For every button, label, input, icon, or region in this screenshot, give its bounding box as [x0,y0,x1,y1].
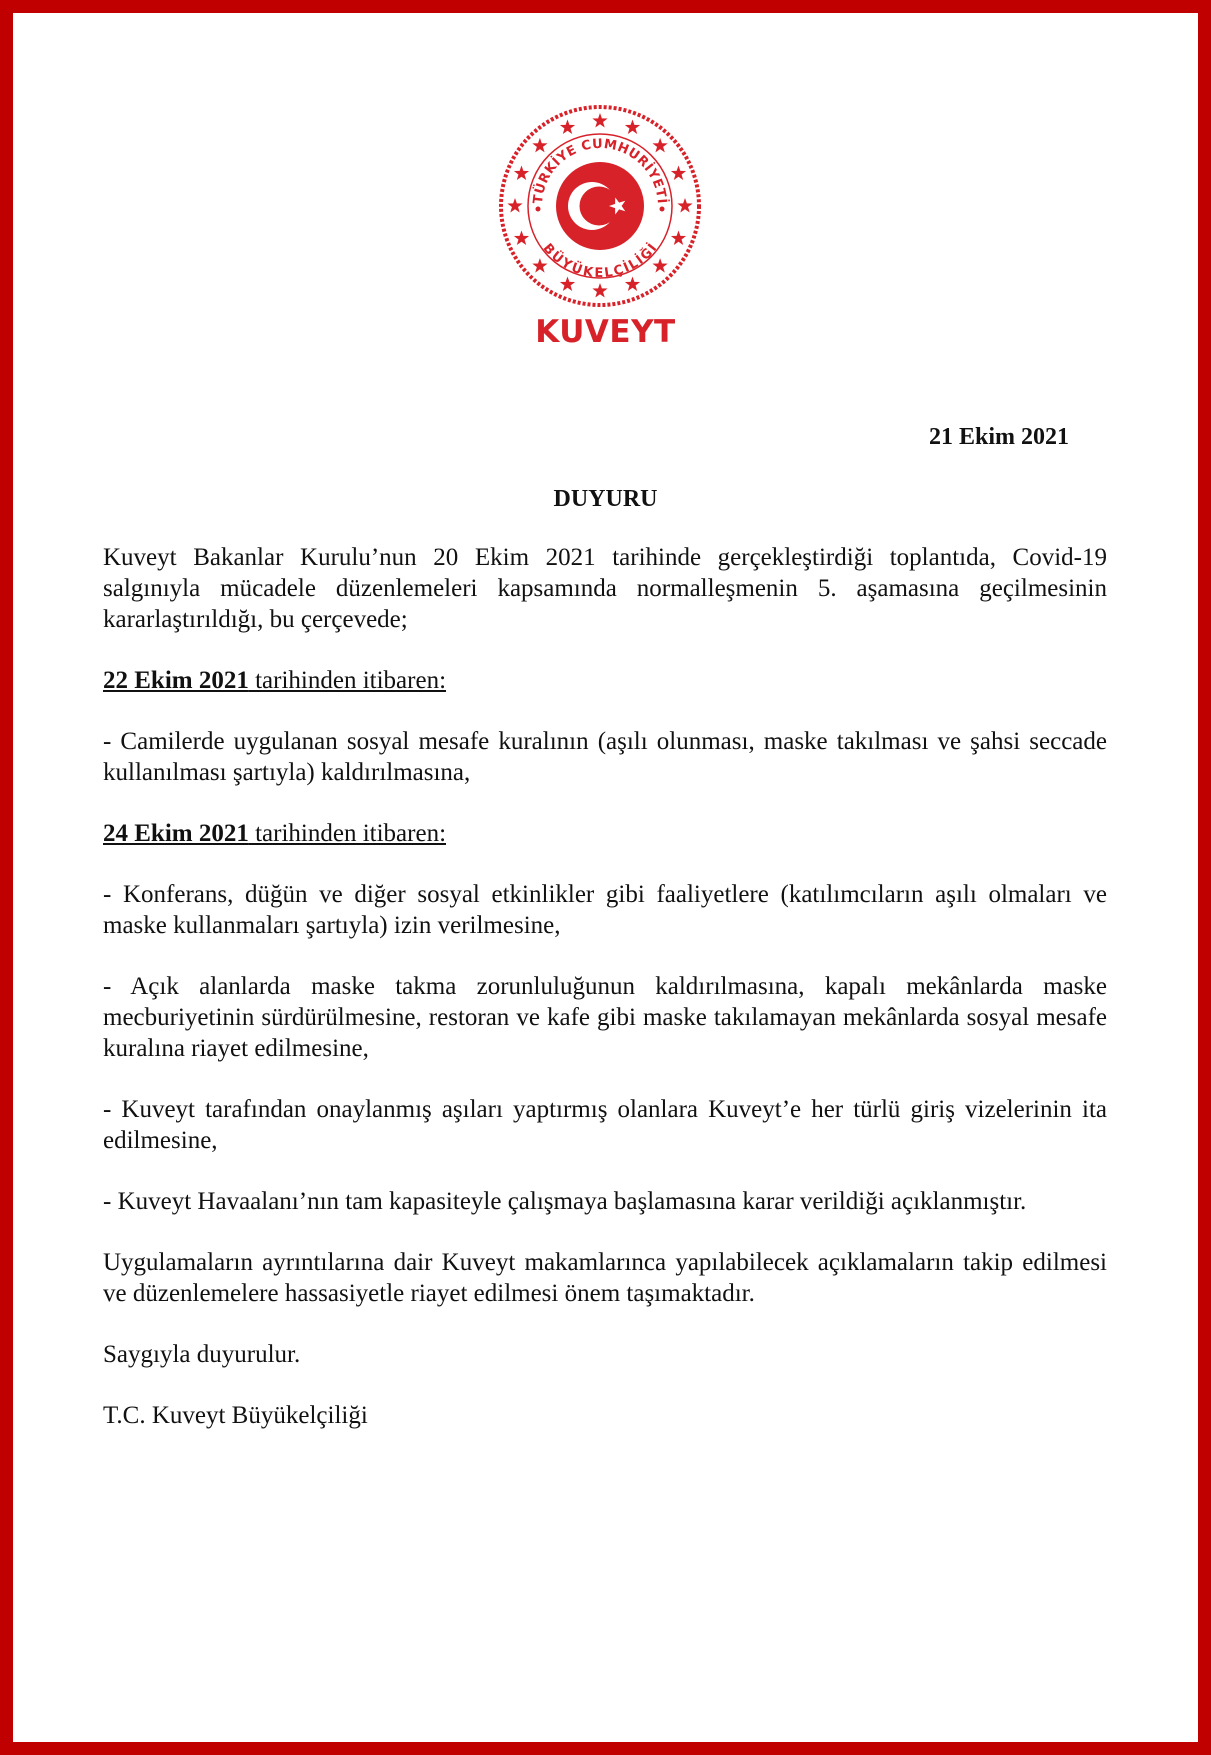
seal-star-icon [560,277,575,291]
seal-star-icon [507,198,522,212]
seal-star-icon [625,120,640,134]
logo-wordmark: KUVEYT [535,314,676,350]
seal-star-icon [625,277,640,291]
section-suffix: tarihinden itibaren: [248,820,447,847]
document-title: DUYURU [553,486,658,512]
seal-star-icon [532,138,547,152]
list-item: - Konferans, düğün ve diğer sosyal etkinlikler gibi faaliyetlere (katılımcıların aşılı olmaları ve maske kullanmaları şartıyla) izin verilmesine, [103,881,1107,939]
list-item: - Camilerde uygulanan sosyal mesafe kuralının (aşılı olunması, maske takılması ve şahsi seccade kullanılması şartıyla) kaldırılmasına, [103,728,1107,786]
section-suffix: tarihinden itibaren: [248,667,447,694]
seal-star-icon [652,258,667,272]
seal-star-icon [592,113,607,127]
seal-star-icon [514,231,529,245]
closing-paragraph: Uygulamaların ayrıntılarına dair Kuveyt makamlarınca yapılabilecek açıklamaların takip edilmesi ve düzenlemelere hassasiyetle riayet edilmesi önem taşımaktadır. [103,1249,1107,1307]
seal-star-icon [671,231,686,245]
seal-star-icon [514,166,529,180]
svg-text:TÜRKİYE CUMHURİYETİ: TÜRKİYE CUMHURİYETİ [530,136,669,205]
seal-star-icon [532,258,547,272]
intro-paragraph: Kuveyt Bakanlar Kurulu’nun 20 Ekim 2021 tarihinde gerçekleştirdiği toplantıda, Covid-19 salgınıyla mücadele düzenlemeleri kapsamında normalleşmenin 5. aşamasına geçilmesinin kararlaştırıldığı, bu çerçevede; [103,544,1107,633]
seal-star-icon [677,198,692,212]
list-item: - Kuveyt tarafından onaylanmış aşıları yaptırmış olanlara Kuveyt’e her türlü giriş vizelerinin ita edilmesine, [103,1096,1107,1154]
section-heading-2 [103,818,1107,849]
salutation: Saygıyla duyurulur. [103,1341,301,1368]
section-date: 22 Ekim 2021 [103,667,249,694]
section-heading-1 [103,665,1107,696]
document-body [103,542,1107,1461]
seal-star-icon [560,120,575,134]
list-item: - Açık alanlarda maske takma zorunluluğunun kaldırılmasına, kapalı mekânlarda maske mecburiyetinin sürdürülmesine, restoran ve kafe gibi maske takılamayan mekânlarda sosyal mesafe kuralına riayet edilmesine, [103,973,1107,1062]
list-item: - Kuveyt Havaalanı’nın tam kapasiteyle çalışmaya başlamasına karar verildiği açıklanmıştır. [103,1188,1027,1215]
section-date: 24 Ekim 2021 [103,820,249,847]
seal-star-icon [671,166,686,180]
embassy-seal-icon [497,103,703,309]
signature: T.C. Kuveyt Büyükelçiliği [103,1402,368,1429]
seal-star-icon [592,283,607,297]
svg-text:BÜYÜKELÇİLİĞİ: BÜYÜKELÇİLİĞİ [539,240,661,281]
document-date: 21 Ekim 2021 [928,424,1069,450]
seal-star-icon [652,138,667,152]
